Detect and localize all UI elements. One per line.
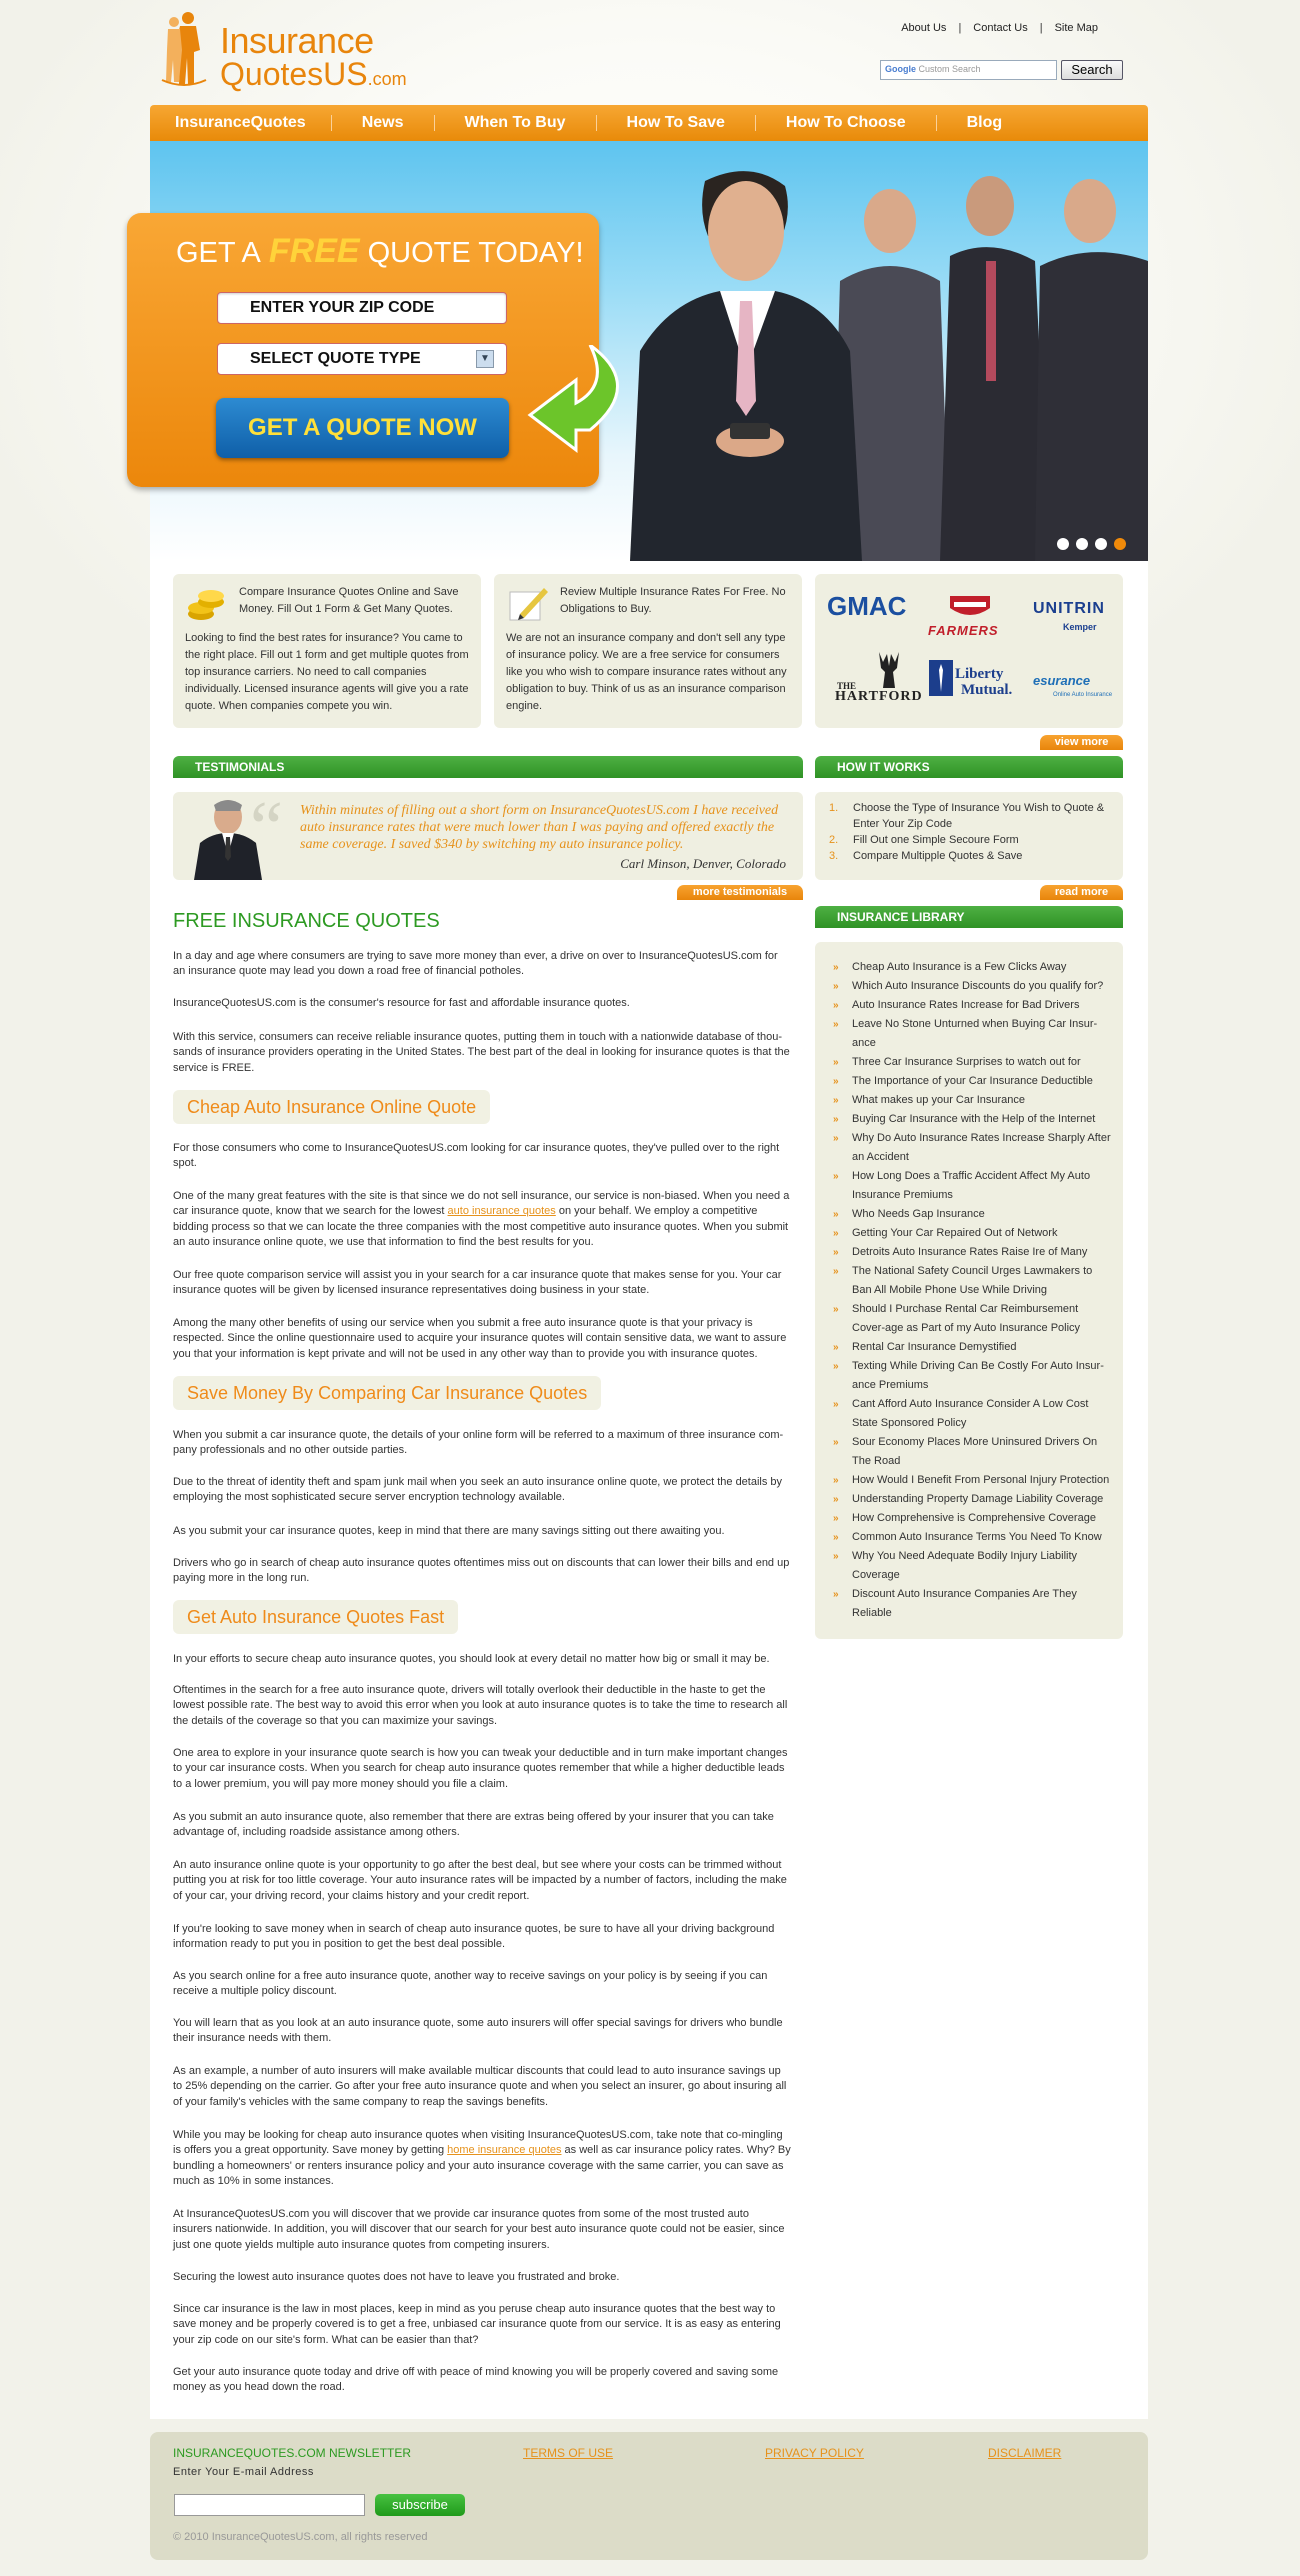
library-item-label: Rental Car Insurance Demystified (852, 1341, 1017, 1353)
double-arrow-icon: » (833, 1399, 839, 1410)
read-more-button[interactable]: read more (1040, 885, 1123, 900)
quote-form-title (176, 232, 584, 271)
article-paragraph: InsuranceQuotesUS.com is the consumer's resource for fast and affordable insurance quotes. (173, 997, 630, 1009)
double-arrow-icon: » (833, 1000, 839, 1011)
library-item[interactable] (833, 1167, 1113, 1205)
paragraph-text: as well as car insurance policy rates. Why? By bundling a homeowners' or renters insurance policy and your auto insurance coverage with the same carrier, you can save as much as 10% in some instances. (173, 2144, 791, 2188)
double-arrow-icon: » (833, 1532, 839, 1543)
slide-dot-active[interactable] (1114, 538, 1126, 550)
double-arrow-icon: » (833, 962, 839, 973)
slide-dot[interactable] (1057, 538, 1069, 550)
library-item[interactable] (833, 1338, 1113, 1357)
copyright: © 2010 InsuranceQuotesUS.com, all rights reserved (173, 2531, 428, 2543)
hartford-logo-the: THE (837, 681, 857, 691)
main-nav (150, 105, 1148, 141)
search-input[interactable] (880, 60, 1057, 80)
article-paragraph: Securing the lowest auto insurance quotes does not have to leave you frustrated and broke. (173, 2271, 620, 2283)
google-brand-text: Google (885, 64, 916, 74)
email-label: Enter Your E-mail Address (173, 2466, 314, 2478)
step-text: Compare Multipple Quotes & Save (853, 850, 1023, 862)
hartford-stag-icon (871, 650, 907, 690)
article-title: FREE INSURANCE QUOTES (173, 910, 440, 932)
nav-item-when-to-buy[interactable]: When To Buy (435, 115, 597, 131)
double-arrow-icon: » (833, 1342, 839, 1353)
view-more-button[interactable]: view more (1040, 735, 1123, 750)
step-text: Choose the Type of Insurance You Wish to Quote & Enter Your Zip Code (853, 802, 1105, 830)
testimonial-author: Carl Minson, Denver, Colorado (620, 856, 786, 871)
article-paragraph: One area to explore in your insurance quote search is how you can tweak your deductible and in turn make important changes to your car insurance costs. When you search for cheap auto insurance quotes remember that while a higher deductible leads to a lower premium, you will pay more money should you file a claim. (173, 1747, 788, 1790)
library-item-label: Three Car Insurance Surprises to watch out for (852, 1056, 1081, 1068)
library-item-label: Why You Need Adequate Bodily Injury Liability Coverage (852, 1550, 1078, 1581)
double-arrow-icon: » (833, 1209, 839, 1220)
library-item-label: Should I Purchase Rental Car Reimbursement Cover-age as Part of my Auto Insurance Policy (852, 1303, 1081, 1334)
slide-dot[interactable] (1095, 538, 1107, 550)
double-arrow-icon: » (833, 1266, 839, 1277)
library-item[interactable] (833, 1091, 1113, 1110)
article-paragraph: Drivers who go in search of cheap auto insurance quotes oftentimes miss out on discounts that can lower their bills and end up paying more in the long run. (173, 1557, 790, 1585)
double-arrow-icon: » (833, 1247, 839, 1258)
article-paragraph: You will learn that as you look at an auto insurance quote, some auto insurers will offer special savings for drivers who bundle their insurance needs with them. (173, 2017, 783, 2045)
info-box-compare (173, 574, 481, 728)
library-item-label: How Comprehensive is Comprehensive Coverage (852, 1512, 1096, 1524)
article-paragraph: As you search online for a free auto insurance quote, another way to receive savings on your policy is by seeing if you can receive a multiple policy discount. (173, 1970, 768, 1998)
how-it-works-header: HOW IT WORKS (815, 756, 1123, 778)
double-arrow-icon: » (833, 1494, 839, 1505)
article-paragraph: As you submit an auto insurance quote, also remember that there are extras being offered by your insurer that you can take advantage of, including roadside assistance among others. (173, 1811, 774, 1839)
library-item[interactable] (833, 1471, 1113, 1490)
nav-item-news[interactable]: News (332, 115, 435, 131)
double-arrow-icon: » (833, 1057, 839, 1068)
article-paragraph: At InsuranceQuotesUS.com you will discover that we provide car insurance quotes from some of the most trusted auto insurers nationwide. In addition, you will discover that our search for your best auto insurance quote could not be easier, since just one quote yields multiple auto insurance quotes from competing insurers. (173, 2208, 785, 2251)
section-heading: Save Money By Comparing Car Insurance Quotes (173, 1376, 601, 1410)
insurance-library-list (815, 942, 1123, 1639)
nav-item-how-to-save[interactable]: How To Save (597, 115, 756, 131)
double-arrow-icon: » (833, 1304, 839, 1315)
nav-item-how-to-choose[interactable]: How To Choose (756, 115, 937, 131)
library-item-label: How Long Does a Traffic Accident Affect My Auto Insurance Premiums (852, 1170, 1091, 1201)
site-map-link[interactable]: Site Map (1054, 22, 1098, 34)
library-item[interactable] (833, 1357, 1113, 1395)
privacy-policy-link[interactable]: PRIVACY POLICY (765, 2446, 864, 2460)
article-paragraph: Among the many other benefits of using our service when you submit a free auto insurance quote is that your privacy is respected. Since the online questionnaire used to acquire your insurance quotes will contain sensitive data, we want to assure you that your information is kept private and will not be used in any other way than to provide you with insurance quotes. (173, 1317, 787, 1360)
auto-insurance-quotes-link[interactable]: auto insurance quotes (447, 1205, 556, 1218)
library-item-label: Discount Auto Insurance Companies Are They Reliable (852, 1588, 1077, 1619)
email-field[interactable] (174, 2494, 365, 2516)
library-item[interactable] (833, 996, 1113, 1015)
library-item[interactable] (833, 1547, 1113, 1585)
library-item[interactable] (833, 1015, 1113, 1053)
library-item-label: Leave No Stone Unturned when Buying Car Insur-ance (852, 1018, 1098, 1049)
article-paragraph: Due to the threat of identity theft and spam junk mail when you seek an auto insurance online quote, we protect the details by employing the most sophisticated secure server encryption technology available. (173, 1476, 783, 1504)
double-arrow-icon: » (833, 1095, 839, 1106)
library-item[interactable] (833, 1205, 1113, 1224)
slide-dot[interactable] (1076, 538, 1088, 550)
library-item-label: Getting Your Car Repaired Out of Network (852, 1227, 1058, 1239)
double-arrow-icon: » (833, 1513, 839, 1524)
coins-icon (185, 584, 229, 624)
info-box-compare-lead: Compare Insurance Quotes Online and Save Money. Fill Out 1 Form & Get Many Quotes. (239, 586, 459, 615)
title-quote-today: QUOTE TODAY! (367, 237, 584, 269)
mutual-logo: Mutual. (961, 682, 1013, 698)
library-item-label: Why Do Auto Insurance Rates Increase Sharply After an Accident (852, 1132, 1111, 1163)
info-box-review-lead: Review Multiple Insurance Rates For Free. No Obligations to Buy. (560, 586, 786, 615)
dropdown-arrow-icon: ▼ (476, 350, 494, 368)
library-item-label: Detroits Auto Insurance Rates Raise Ire of Many (852, 1246, 1088, 1258)
library-item-label: The Importance of your Car Insurance Deductible (852, 1075, 1093, 1087)
double-arrow-icon: » (833, 1361, 839, 1372)
article-paragraph: For those consumers who come to InsuranceQuotesUS.com looking for car insurance quotes, they've pulled over to the right spot. (173, 1142, 780, 1170)
library-item[interactable] (833, 1490, 1113, 1509)
link-separator: | (958, 22, 962, 34)
double-arrow-icon: » (833, 1114, 839, 1125)
article-paragraph: With this service, consumers can receive reliable insurance quotes, putting them in touch with a nationwide database of thou-sands of insurance providers operating in the United States. The best part of the deal in looking for insurance quotes is that the service is FREE. (173, 1031, 790, 1074)
step-item (829, 800, 1109, 832)
more-testimonials-button[interactable]: more testimonials (677, 885, 803, 900)
library-item-label: What makes up your Car Insurance (852, 1094, 1026, 1106)
library-item-label: Which Auto Insurance Discounts do you qualify for? (852, 980, 1104, 992)
esurance-logo: esurance (1033, 673, 1091, 688)
library-item[interactable] (833, 958, 1113, 977)
library-item[interactable] (833, 1395, 1113, 1433)
slider-pagination (1057, 537, 1133, 555)
step-number: 3. (829, 850, 839, 862)
library-item[interactable] (833, 1262, 1113, 1300)
article-paragraph: As an example, a number of auto insurers will make available multicar discounts that could lead to auto insurance savings up to 25% depending on the carrier. Go after your free auto insurance quote and when you select an insurer, go about insuring all of your family's vehicles with the same company to reap the savings benefits. (173, 2065, 787, 2108)
hartford-logo: HARTFORD (835, 689, 923, 704)
step-number: 2. (829, 834, 839, 846)
library-item[interactable] (833, 1509, 1113, 1528)
paragraph-text: on your behalf. We employ a competitive bidding process so that we can locate the three companies with the most competitive auto insurance quotes. When you submit an auto insurance online quote, we use that information to find the best results for you. (173, 1205, 789, 1249)
unitrin-logo: UNITRIN (1033, 600, 1105, 617)
article-paragraph: As you submit your car insurance quotes, keep in mind that there are many savings sitting out there awaiting you. (173, 1525, 725, 1537)
search-button[interactable]: Search (1061, 60, 1123, 80)
library-item-label: Who Needs Gap Insurance (852, 1208, 985, 1220)
library-item-label: Auto Insurance Rates Increase for Bad Drivers (852, 999, 1080, 1011)
double-arrow-icon: » (833, 1589, 839, 1600)
step-number: 1. (829, 802, 839, 814)
article-paragraph (173, 1189, 791, 1251)
library-item[interactable] (833, 1433, 1113, 1471)
article-paragraph: In a day and age where consumers are trying to save more money than ever, a drive on over to InsuranceQuotesUS.com for an insurance quote may lead you down a road free of financial potholes. (173, 950, 778, 978)
double-arrow-icon: » (833, 1228, 839, 1239)
double-arrow-icon: » (833, 1475, 839, 1486)
quote-mark-icon: “ (250, 787, 283, 869)
subscribe-button[interactable]: subscribe (375, 2494, 465, 2516)
get-quote-button[interactable]: GET A QUOTE NOW (216, 398, 509, 458)
article-paragraph: An auto insurance online quote is your opportunity to go after the best deal, but see where your costs can be trimmed without putting you at risk for too little coverage. Your auto insurance rates will be impacted by a number of factors, including the make of your car, your driving record, your claims history and your credit report. (173, 1859, 787, 1902)
link-separator: | (1039, 22, 1043, 34)
search-placeholder: Custom Search (918, 64, 981, 74)
liberty-logo: Liberty (955, 666, 1004, 682)
library-item[interactable] (833, 1300, 1113, 1338)
library-item-label: Cheap Auto Insurance is a Few Clicks Away (852, 961, 1067, 973)
double-arrow-icon: » (833, 1019, 839, 1030)
article-paragraph: Get your auto insurance quote today and drive off with peace of mind knowing you will be properly covered and saving some money as you head down the road. (173, 2366, 779, 2394)
green-arrow-icon (520, 345, 640, 465)
step-item (829, 832, 1109, 848)
title-get-a: GET A (176, 237, 261, 269)
title-free: FREE (268, 232, 360, 270)
library-item[interactable] (833, 1243, 1113, 1262)
logo-text-insurance: Insurance (220, 20, 374, 61)
library-item-label: Sour Economy Places More Uninsured Drivers On The Road (852, 1436, 1098, 1467)
double-arrow-icon: » (833, 1437, 839, 1448)
library-item[interactable] (833, 1129, 1113, 1167)
farmers-shield-icon (948, 594, 992, 620)
top-links (901, 22, 1098, 34)
farmers-logo: FARMERS (928, 623, 999, 638)
library-item[interactable] (833, 1053, 1113, 1072)
paragraph-text: One of the many great features with the site is that since we do not sell insurance, our service is non-biased. When you need a car insurance quote, know that we search for the lowest (173, 1190, 790, 1218)
step-item (829, 848, 1109, 864)
esurance-tagline: Online Auto Insurance (1053, 692, 1113, 698)
liberty-statue-icon (929, 660, 953, 696)
info-box-review (494, 574, 802, 728)
library-item[interactable] (833, 1072, 1113, 1091)
library-item[interactable] (833, 1585, 1113, 1623)
contact-us-link[interactable]: Contact Us (973, 22, 1028, 34)
section-heading: Get Auto Insurance Quotes Fast (173, 1600, 458, 1634)
nav-item-blog[interactable]: Blog (966, 114, 1003, 131)
section-heading: Cheap Auto Insurance Online Quote (173, 1090, 490, 1124)
quote-type-value: SELECT QUOTE TYPE (250, 350, 421, 367)
terms-of-use-link[interactable]: TERMS OF USE (523, 2446, 614, 2460)
info-box-review-body: We are not an insurance company and don't sell any type of insurance policy. We are a free service for consumers like you who wish to compare insurance rates without any obligation to buy. Think of us as an insurance comparison engine. (506, 632, 787, 712)
library-item-label: Understanding Property Damage Liability Coverage (852, 1493, 1104, 1505)
pen-paper-icon (506, 584, 550, 624)
article-paragraph: Since car insurance is the law in most places, keep in mind as you peruse cheap auto insurance quotes that the best way to save money and be properly covered is to get a free, unbiased car insurance quote from our service. It is as easy as entering your zip code on our site's form. What can be easier than that? (173, 2303, 781, 2346)
library-item-label: Buying Car Insurance with the Help of the Internet (852, 1113, 1096, 1125)
logo-text-quotesus (220, 56, 407, 93)
library-item-label: Common Auto Insurance Terms You Need To Know (852, 1531, 1102, 1543)
double-arrow-icon: » (833, 1076, 839, 1087)
about-us-link[interactable]: About Us (901, 22, 947, 34)
gmac-logo: GMAC (827, 591, 907, 621)
double-arrow-icon: » (833, 1551, 839, 1562)
testimonials-header: TESTIMONIALS (173, 756, 803, 778)
home-insurance-quotes-link[interactable]: home insurance quotes (447, 2144, 562, 2157)
double-arrow-icon: » (833, 981, 839, 992)
how-it-works-box (815, 792, 1123, 880)
business-people-photo (570, 141, 1148, 561)
step-text: Fill Out one Simple Secoure Form (853, 834, 1019, 846)
article-paragraph: Oftentimes in the search for a free auto insurance quote, drivers will totally overlook their deductible in the haste to get the lowest possible rate. The best way to avoid this error when you look at auto insurance quotes is to take the time to research all the details of the coverage so that you can maximize your savings. (173, 1684, 788, 1727)
double-arrow-icon: » (833, 1133, 839, 1144)
library-item[interactable] (833, 1110, 1113, 1129)
testimonial-quote: Within minutes of filling out a short form on InsuranceQuotesUS.com I have received auto insurance rates that were much lower than I was paying and offered exactly the same coverage. I saved $340 by switching my auto insurance policy. (300, 803, 779, 852)
newsletter-title: INSURANCEQUOTES.COM NEWSLETTER (173, 2446, 412, 2460)
library-item[interactable] (833, 977, 1113, 996)
logo-man-icon (160, 10, 208, 88)
library-item-label: Cant Afford Auto Insurance Consider A Low Cost State Sponsored Policy (852, 1398, 1089, 1429)
article-paragraph: When you submit a car insurance quote, the details of your online form will be referred to a maximum of three insurance com-pany professionals and no other outside parties. (173, 1429, 784, 1457)
kemper-logo: Kemper (1063, 622, 1097, 632)
quote-type-select[interactable] (217, 343, 507, 375)
paragraph-text: While you may be looking for cheap auto insurance quotes when visiting InsuranceQuotesUS.com, take note that co-mingling is offers you a great opportunity. Save money by getting (173, 2129, 783, 2157)
library-item-label: Texting While Driving Can Be Costly For Auto Insur-ance Premiums (852, 1360, 1104, 1391)
zip-code-input[interactable]: ENTER YOUR ZIP CODE (217, 292, 507, 324)
library-item-label: How Would I Benefit From Personal Injury Protection (852, 1474, 1110, 1486)
article-paragraph: If you're looking to save money when in search of cheap auto insurance quotes, be sure to have all your driving background information ready to put you in position to get the best deal possible. (173, 1923, 775, 1951)
library-item[interactable] (833, 1224, 1113, 1243)
logo-text-main: QuotesUS (220, 56, 368, 92)
library-item[interactable] (833, 1528, 1113, 1547)
double-arrow-icon: » (833, 1171, 839, 1182)
insurer-logos-box (815, 574, 1123, 728)
article-paragraph: Our free quote comparison service will assist you in your search for a car insurance quote that makes sense for you. Your car insurance quotes will be given by licensed insurance representatives doing business in your state. (173, 1269, 782, 1297)
site-logo[interactable] (160, 10, 440, 90)
library-item-label: The National Safety Council Urges Lawmakers to Ban All Mobile Phone Use While Driving (852, 1265, 1093, 1296)
logo-text-suffix: .com (367, 69, 407, 89)
nav-item-insurancequotes[interactable]: InsuranceQuotes (150, 115, 332, 131)
article-paragraph: In your efforts to secure cheap auto insurance quotes, you should look at every detail no matter how big or small it may be. (173, 1653, 770, 1665)
article-paragraph (173, 2128, 791, 2190)
info-box-compare-body: Looking to find the best rates for insurance? You came to the right place. Fill out 1 form and get multiple quotes from top insurance carriers. No need to call companies individually. Licensed insurance agents will give you a rate quote. When companies compete you win. (185, 632, 469, 712)
disclaimer-link[interactable]: DISCLAIMER (988, 2446, 1062, 2460)
insurance-library-header: INSURANCE LIBRARY (815, 906, 1123, 928)
